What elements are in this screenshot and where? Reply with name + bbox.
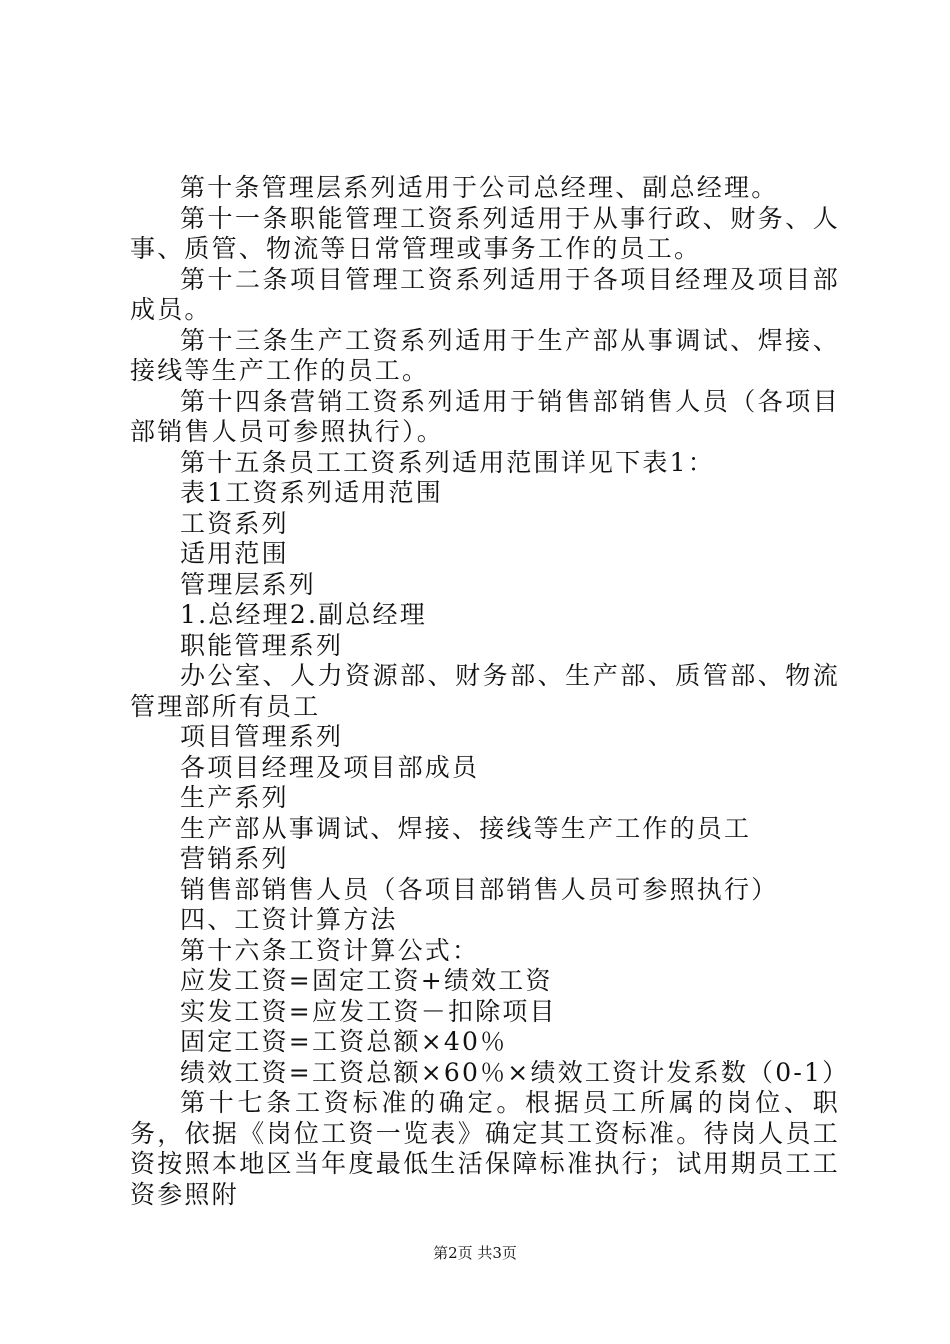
paragraph: 第十五条员工工资系列适用范围详见下表1： xyxy=(180,447,715,477)
table-cell: 办公室、人力资源部、财务部、生产部、质管部、物流管理部所有员工 xyxy=(130,661,840,721)
table-cell: 销售部销售人员（各项目部销售人员可参照执行） xyxy=(180,874,779,904)
table-cell: 职能管理系列 xyxy=(180,630,344,660)
table-header-cell: 工资系列 xyxy=(180,508,289,538)
table-caption: 表1工资系列适用范围 xyxy=(180,478,443,507)
formula-line: 实发工资=应发工资－扣除项目 xyxy=(180,996,557,1026)
page-number-footer: 第2页 共3页 xyxy=(433,1244,517,1262)
table-cell: 生产部从事调试、焊接、接线等生产工作的员工 xyxy=(180,813,752,843)
formula-line: 应发工资=固定工资+绩效工资 xyxy=(180,966,553,995)
paragraph: 第十六条工资计算公式： xyxy=(180,935,480,965)
paragraph: 第十四条营销工资系列适用于销售部销售人员（各项目部销售人员可参照执行）。 xyxy=(130,386,840,446)
table-cell: 项目管理系列 xyxy=(180,722,344,751)
table-cell: 营销系列 xyxy=(180,844,289,873)
table-cell: 各项目经理及项目部成员 xyxy=(180,752,480,782)
table-cell: 生产系列 xyxy=(180,783,289,812)
document-body xyxy=(130,173,850,1210)
section-heading: 四、工资计算方法 xyxy=(180,905,398,934)
table-header-cell: 适用范围 xyxy=(180,539,289,568)
paragraph: 第十七条工资标准的确定。根据员工所属的岗位、职务，依据《岗位工资一览表》确定其工资标准。待岗人员工资按照本地区当年度最低生活保障标准执行；试用期员工工资参照附 xyxy=(130,1088,840,1209)
table-cell: 1.总经理2.副总经理 xyxy=(180,600,427,629)
paragraph: 第十三条生产工资系列适用于生产部从事调试、焊接、接线等生产工作的员工。 xyxy=(130,325,840,385)
formula-line: 绩效工资=工资总额×60％×绩效工资计发系数（0-1） xyxy=(180,1057,850,1087)
paragraph: 第十一条职能管理工资系列适用于从事行政、财务、人事、质管、物流等日常管理或事务工作的员工。 xyxy=(130,203,840,263)
paragraph: 第十二条项目管理工资系列适用于各项目经理及项目部成员。 xyxy=(130,264,840,324)
formula-line: 固定工资=工资总额×40％ xyxy=(180,1027,508,1056)
paragraph: 第十条管理层系列适用于公司总经理、副总经理。 xyxy=(180,173,779,202)
table-cell: 管理层系列 xyxy=(180,569,317,599)
